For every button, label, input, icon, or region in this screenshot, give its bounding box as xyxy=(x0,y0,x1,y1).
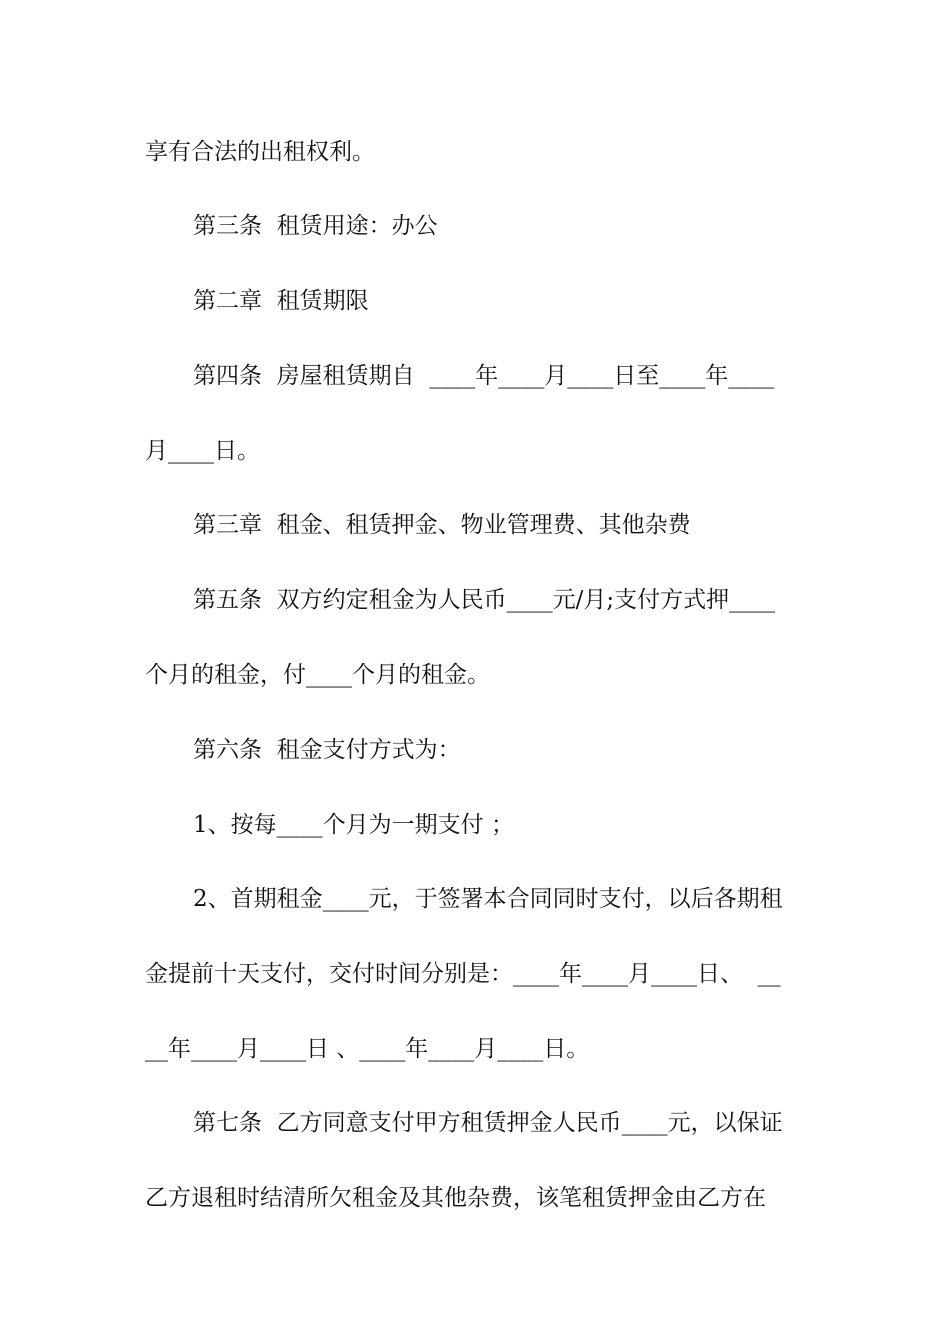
article-7-deposit: 第七条 乙方同意支付甲方租赁押金人民币____元，以保证 xyxy=(193,1110,783,1136)
article-5-rent-cont: 个月的租金，付____个月的租金。 xyxy=(145,662,490,688)
article-4-term: 第四条 房屋租赁期自 ____年____月____日至____年____ xyxy=(193,363,775,389)
article-7-deposit-cont: 乙方退租时结清所欠租金及其他杂费，该笔租赁押金由乙方在 xyxy=(145,1185,766,1211)
chapter-2-heading: 第二章 租赁期限 xyxy=(193,288,369,314)
text-line-rights: 享有合法的出租权利。 xyxy=(145,139,375,165)
payment-item-2-cont: 金提前十天支付，交付时间分别是：____年____月____日、 __ xyxy=(145,961,781,987)
payment-item-2: 2、首期租金____元，于签署本合同同时支付，以后各期租 xyxy=(193,886,783,912)
chapter-3-heading: 第三章 租金、租赁押金、物业管理费、其他杂费 xyxy=(193,512,691,538)
payment-item-2-cont-2: __年____月____日 、____年____月____日。 xyxy=(145,1036,590,1062)
payment-item-1: 1、按每____个月为一期支付 ； xyxy=(193,812,514,838)
article-4-term-cont: 月____日。 xyxy=(145,438,260,464)
article-5-rent: 第五条 双方约定租金为人民币____元/月;支付方式押____ xyxy=(193,587,776,613)
article-3-purpose: 第三条 租赁用途：办公 xyxy=(193,213,438,239)
article-6-payment: 第六条 租金支付方式为： xyxy=(193,737,461,763)
